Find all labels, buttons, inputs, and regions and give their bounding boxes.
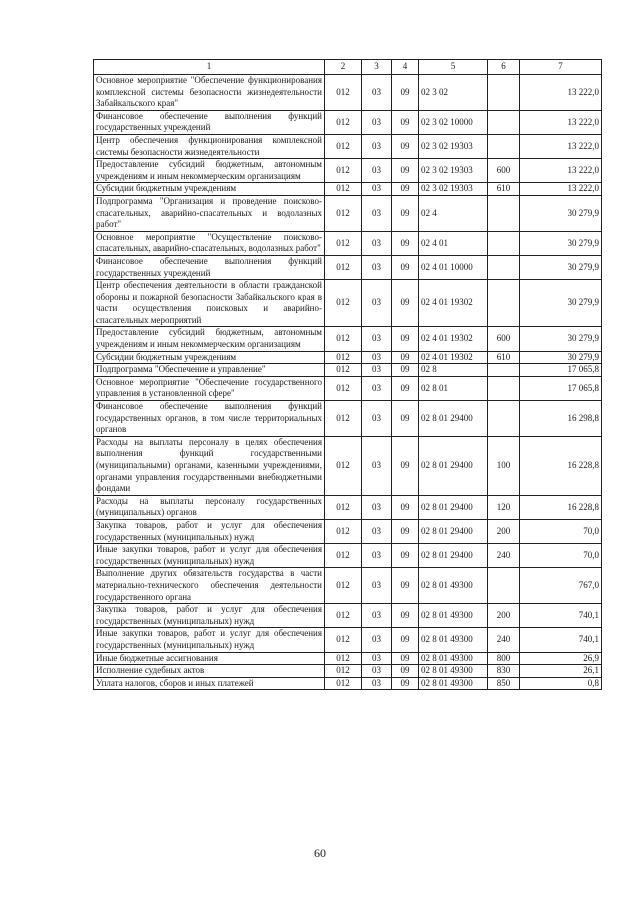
row-section-cell: 03 <box>362 351 392 364</box>
row-expense-type-cell: 200 <box>488 604 520 628</box>
row-sum-cell: 30 279,9 <box>520 351 602 364</box>
row-subsection-cell: 09 <box>392 568 419 604</box>
table-row <box>94 604 602 628</box>
row-sum-cell: 30 279,9 <box>520 280 602 327</box>
row-target-code-cell: 02 8 01 29400 <box>419 519 488 543</box>
row-section-cell: 03 <box>362 544 392 568</box>
row-sum-cell: 17 065,8 <box>520 364 602 377</box>
row-ved-cell: 012 <box>325 280 362 327</box>
row-subsection-cell: 09 <box>392 364 419 377</box>
row-expense-type-cell <box>488 195 520 231</box>
row-ved-cell: 012 <box>325 134 362 158</box>
row-target-code-cell: 02 8 01 <box>419 376 488 400</box>
row-sum-cell: 13 222,0 <box>520 183 602 196</box>
row-name-cell: Уплата налогов, сборов и иных платежей <box>94 677 325 690</box>
row-sum-cell: 740,1 <box>520 628 602 652</box>
row-subsection-cell: 09 <box>392 519 419 543</box>
row-expense-type-cell: 100 <box>488 436 520 495</box>
row-section-cell: 03 <box>362 327 392 351</box>
row-section-cell: 03 <box>362 364 392 377</box>
row-target-code-cell: 02 3 02 <box>419 75 488 111</box>
table-row <box>94 75 602 111</box>
row-subsection-cell: 09 <box>392 231 419 255</box>
row-sum-cell: 0,8 <box>520 677 602 690</box>
row-subsection-cell: 09 <box>392 544 419 568</box>
row-sum-cell: 767,0 <box>520 568 602 604</box>
row-target-code-cell: 02 8 01 29400 <box>419 436 488 495</box>
row-ved-cell: 012 <box>325 110 362 134</box>
row-target-code-cell: 02 4 01 19302 <box>419 280 488 327</box>
table-row <box>94 652 602 665</box>
row-expense-type-cell <box>488 376 520 400</box>
row-sum-cell: 13 222,0 <box>520 159 602 183</box>
row-section-cell: 03 <box>362 75 392 111</box>
row-ved-cell: 012 <box>325 183 362 196</box>
row-subsection-cell: 09 <box>392 628 419 652</box>
header-cell: 7 <box>520 60 602 75</box>
row-name-cell: Подпрограмма "Организация и проведение поисково-спасательных, аварийно-спасательных и водолазных работ" <box>94 195 325 231</box>
row-subsection-cell: 09 <box>392 183 419 196</box>
row-section-cell: 03 <box>362 110 392 134</box>
row-ved-cell: 012 <box>325 159 362 183</box>
row-ved-cell: 012 <box>325 677 362 690</box>
row-name-cell: Предоставление субсидий бюджетным, автономным учреждениям и иным некоммерческим организациям <box>94 159 325 183</box>
row-name-cell: Выполнение других обязательств государства в части материально-технического обеспечения деятельности государственного органа <box>94 568 325 604</box>
row-ved-cell: 012 <box>325 436 362 495</box>
row-sum-cell: 30 279,9 <box>520 195 602 231</box>
header-cell: 6 <box>488 60 520 75</box>
row-expense-type-cell: 600 <box>488 327 520 351</box>
table-body <box>94 75 602 690</box>
row-ved-cell: 012 <box>325 519 362 543</box>
row-section-cell: 03 <box>362 677 392 690</box>
row-sum-cell: 17 065,8 <box>520 376 602 400</box>
row-subsection-cell: 09 <box>392 280 419 327</box>
row-section-cell: 03 <box>362 401 392 437</box>
row-target-code-cell: 02 3 02 19303 <box>419 183 488 196</box>
table-row <box>94 364 602 377</box>
row-ved-cell: 012 <box>325 75 362 111</box>
row-target-code-cell: 02 8 01 49300 <box>419 652 488 665</box>
row-subsection-cell: 09 <box>392 327 419 351</box>
row-target-code-cell: 02 8 01 29400 <box>419 495 488 519</box>
row-expense-type-cell <box>488 255 520 279</box>
row-expense-type-cell: 610 <box>488 351 520 364</box>
row-name-cell: Иные закупки товаров, работ и услуг для обеспечения государственных (муниципальных) нужд <box>94 544 325 568</box>
row-subsection-cell: 09 <box>392 495 419 519</box>
row-expense-type-cell <box>488 231 520 255</box>
row-expense-type-cell <box>488 75 520 111</box>
row-sum-cell: 16 298,8 <box>520 401 602 437</box>
row-expense-type-cell <box>488 110 520 134</box>
table-row <box>94 544 602 568</box>
row-sum-cell: 70,0 <box>520 519 602 543</box>
row-name-cell: Иные закупки товаров, работ и услуг для обеспечения государственных (муниципальных) нужд <box>94 628 325 652</box>
row-ved-cell: 012 <box>325 376 362 400</box>
row-expense-type-cell <box>488 280 520 327</box>
row-name-cell: Закупка товаров, работ и услуг для обеспечения государственных (муниципальных) нужд <box>94 519 325 543</box>
row-section-cell: 03 <box>362 376 392 400</box>
row-name-cell: Расходы на выплаты персоналу в целях обеспечения выполнения функций государственными (муниципальными) органами, казенными учреждениями, органами управления государственными внебюджетными фондами <box>94 436 325 495</box>
row-sum-cell: 16 228,8 <box>520 495 602 519</box>
row-section-cell: 03 <box>362 159 392 183</box>
row-expense-type-cell: 240 <box>488 544 520 568</box>
table-row <box>94 134 602 158</box>
row-target-code-cell: 02 8 01 49300 <box>419 568 488 604</box>
row-name-cell: Центр обеспечения функционирования комплексной системы безопасности жизнедеятельности <box>94 134 325 158</box>
row-section-cell: 03 <box>362 195 392 231</box>
row-section-cell: 03 <box>362 231 392 255</box>
row-expense-type-cell: 800 <box>488 652 520 665</box>
header-cell: 2 <box>325 60 362 75</box>
row-ved-cell: 012 <box>325 652 362 665</box>
row-subsection-cell: 09 <box>392 195 419 231</box>
row-name-cell: Основное мероприятие "Обеспечение государственного управления в установленной сфере" <box>94 376 325 400</box>
row-subsection-cell: 09 <box>392 401 419 437</box>
row-sum-cell: 30 279,9 <box>520 231 602 255</box>
row-sum-cell: 70,0 <box>520 544 602 568</box>
row-ved-cell: 012 <box>325 327 362 351</box>
table-row <box>94 183 602 196</box>
table-row <box>94 519 602 543</box>
row-expense-type-cell <box>488 364 520 377</box>
row-section-cell: 03 <box>362 568 392 604</box>
row-sum-cell: 13 222,0 <box>520 75 602 111</box>
header-cell: 5 <box>419 60 488 75</box>
row-ved-cell: 012 <box>325 568 362 604</box>
row-sum-cell: 740,1 <box>520 604 602 628</box>
row-name-cell: Основное мероприятие "Обеспечение функционирования комплексной системы безопасности жизнедеятельности Забайкальского края" <box>94 75 325 111</box>
row-target-code-cell: 02 4 01 19302 <box>419 351 488 364</box>
table-row <box>94 665 602 678</box>
row-section-cell: 03 <box>362 665 392 678</box>
row-subsection-cell: 09 <box>392 436 419 495</box>
row-name-cell: Исполнение судебных актов <box>94 665 325 678</box>
row-target-code-cell: 02 3 02 10000 <box>419 110 488 134</box>
row-ved-cell: 012 <box>325 231 362 255</box>
row-target-code-cell: 02 3 02 19303 <box>419 159 488 183</box>
row-name-cell: Финансовое обеспечение выполнения функций государственных органов, в том числе территориальных органов <box>94 401 325 437</box>
row-subsection-cell: 09 <box>392 110 419 134</box>
row-subsection-cell: 09 <box>392 351 419 364</box>
row-name-cell: Закупка товаров, работ и услуг для обеспечения государственных (муниципальных) нужд <box>94 604 325 628</box>
row-sum-cell: 26,1 <box>520 665 602 678</box>
table-row <box>94 351 602 364</box>
table-row <box>94 280 602 327</box>
row-expense-type-cell: 200 <box>488 519 520 543</box>
row-sum-cell: 26,9 <box>520 652 602 665</box>
row-ved-cell: 012 <box>325 544 362 568</box>
row-name-cell: Финансовое обеспечение выполнения функций государственных учреждений <box>94 255 325 279</box>
row-ved-cell: 012 <box>325 255 362 279</box>
row-ved-cell: 012 <box>325 604 362 628</box>
row-section-cell: 03 <box>362 652 392 665</box>
row-expense-type-cell: 850 <box>488 677 520 690</box>
row-target-code-cell: 02 8 01 49300 <box>419 604 488 628</box>
table-row <box>94 327 602 351</box>
table-row <box>94 195 602 231</box>
table-row <box>94 376 602 400</box>
row-ved-cell: 012 <box>325 351 362 364</box>
row-section-cell: 03 <box>362 628 392 652</box>
table-row <box>94 231 602 255</box>
row-name-cell: Субсидии бюджетным учреждениям <box>94 183 325 196</box>
table-header-row <box>94 60 602 75</box>
row-name-cell: Центр обеспечения деятельности в области гражданской обороны и пожарной безопасности Забайкальского края в части осуществления поисковых и аварийно-спасательных мероприятий <box>94 280 325 327</box>
row-expense-type-cell <box>488 401 520 437</box>
row-subsection-cell: 09 <box>392 134 419 158</box>
row-expense-type-cell: 610 <box>488 183 520 196</box>
row-target-code-cell: 02 8 01 49300 <box>419 665 488 678</box>
page-number: 60 <box>314 846 326 860</box>
row-target-code-cell: 02 4 01 19302 <box>419 327 488 351</box>
table-row <box>94 401 602 437</box>
header-cell: 4 <box>392 60 419 75</box>
table-row <box>94 628 602 652</box>
row-target-code-cell: 02 8 01 29400 <box>419 544 488 568</box>
row-section-cell: 03 <box>362 134 392 158</box>
row-target-code-cell: 02 8 01 49300 <box>419 628 488 652</box>
table-row <box>94 677 602 690</box>
row-target-code-cell: 02 8 01 49300 <box>419 677 488 690</box>
row-subsection-cell: 09 <box>392 159 419 183</box>
row-section-cell: 03 <box>362 604 392 628</box>
row-name-cell: Предоставление субсидий бюджетным, автономным учреждениям и иным некоммерческим организациям <box>94 327 325 351</box>
row-subsection-cell: 09 <box>392 665 419 678</box>
row-name-cell: Основное мероприятие "Осуществление поисково-спасательных, аварийно-спасательных, водолазных работ" <box>94 231 325 255</box>
row-expense-type-cell: 240 <box>488 628 520 652</box>
table-row <box>94 110 602 134</box>
row-name-cell: Субсидии бюджетным учреждениям <box>94 351 325 364</box>
table-row <box>94 255 602 279</box>
row-subsection-cell: 09 <box>392 604 419 628</box>
row-ved-cell: 012 <box>325 495 362 519</box>
row-subsection-cell: 09 <box>392 255 419 279</box>
row-section-cell: 03 <box>362 255 392 279</box>
table-row <box>94 495 602 519</box>
row-ved-cell: 012 <box>325 195 362 231</box>
row-ved-cell: 012 <box>325 364 362 377</box>
row-section-cell: 03 <box>362 280 392 327</box>
row-target-code-cell: 02 4 01 <box>419 231 488 255</box>
row-sum-cell: 30 279,9 <box>520 327 602 351</box>
row-target-code-cell: 02 4 01 10000 <box>419 255 488 279</box>
row-target-code-cell: 02 8 <box>419 364 488 377</box>
row-ved-cell: 012 <box>325 628 362 652</box>
row-ved-cell: 012 <box>325 665 362 678</box>
row-expense-type-cell: 830 <box>488 665 520 678</box>
row-target-code-cell: 02 8 01 29400 <box>419 401 488 437</box>
table-row <box>94 436 602 495</box>
row-expense-type-cell <box>488 568 520 604</box>
row-section-cell: 03 <box>362 436 392 495</box>
row-subsection-cell: 09 <box>392 75 419 111</box>
row-name-cell: Расходы на выплаты персоналу государственных (муниципальных) органов <box>94 495 325 519</box>
row-section-cell: 03 <box>362 183 392 196</box>
row-expense-type-cell <box>488 134 520 158</box>
row-expense-type-cell: 120 <box>488 495 520 519</box>
row-name-cell: Подпрограмма "Обеспечение и управление" <box>94 364 325 377</box>
row-expense-type-cell: 600 <box>488 159 520 183</box>
row-subsection-cell: 09 <box>392 652 419 665</box>
header-cell: 3 <box>362 60 392 75</box>
row-name-cell: Финансовое обеспечение выполнения функций государственных учреждений <box>94 110 325 134</box>
row-subsection-cell: 09 <box>392 677 419 690</box>
row-sum-cell: 13 222,0 <box>520 134 602 158</box>
row-ved-cell: 012 <box>325 401 362 437</box>
header-cell: 1 <box>94 60 325 75</box>
row-target-code-cell: 02 3 02 19303 <box>419 134 488 158</box>
row-target-code-cell: 02 4 <box>419 195 488 231</box>
table-row <box>94 568 602 604</box>
row-name-cell: Иные бюджетные ассигнования <box>94 652 325 665</box>
row-sum-cell: 16 228,8 <box>520 436 602 495</box>
table-row <box>94 159 602 183</box>
row-subsection-cell: 09 <box>392 376 419 400</box>
row-sum-cell: 30 279,9 <box>520 255 602 279</box>
budget-table <box>93 59 602 690</box>
row-section-cell: 03 <box>362 495 392 519</box>
row-section-cell: 03 <box>362 519 392 543</box>
row-sum-cell: 13 222,0 <box>520 110 602 134</box>
